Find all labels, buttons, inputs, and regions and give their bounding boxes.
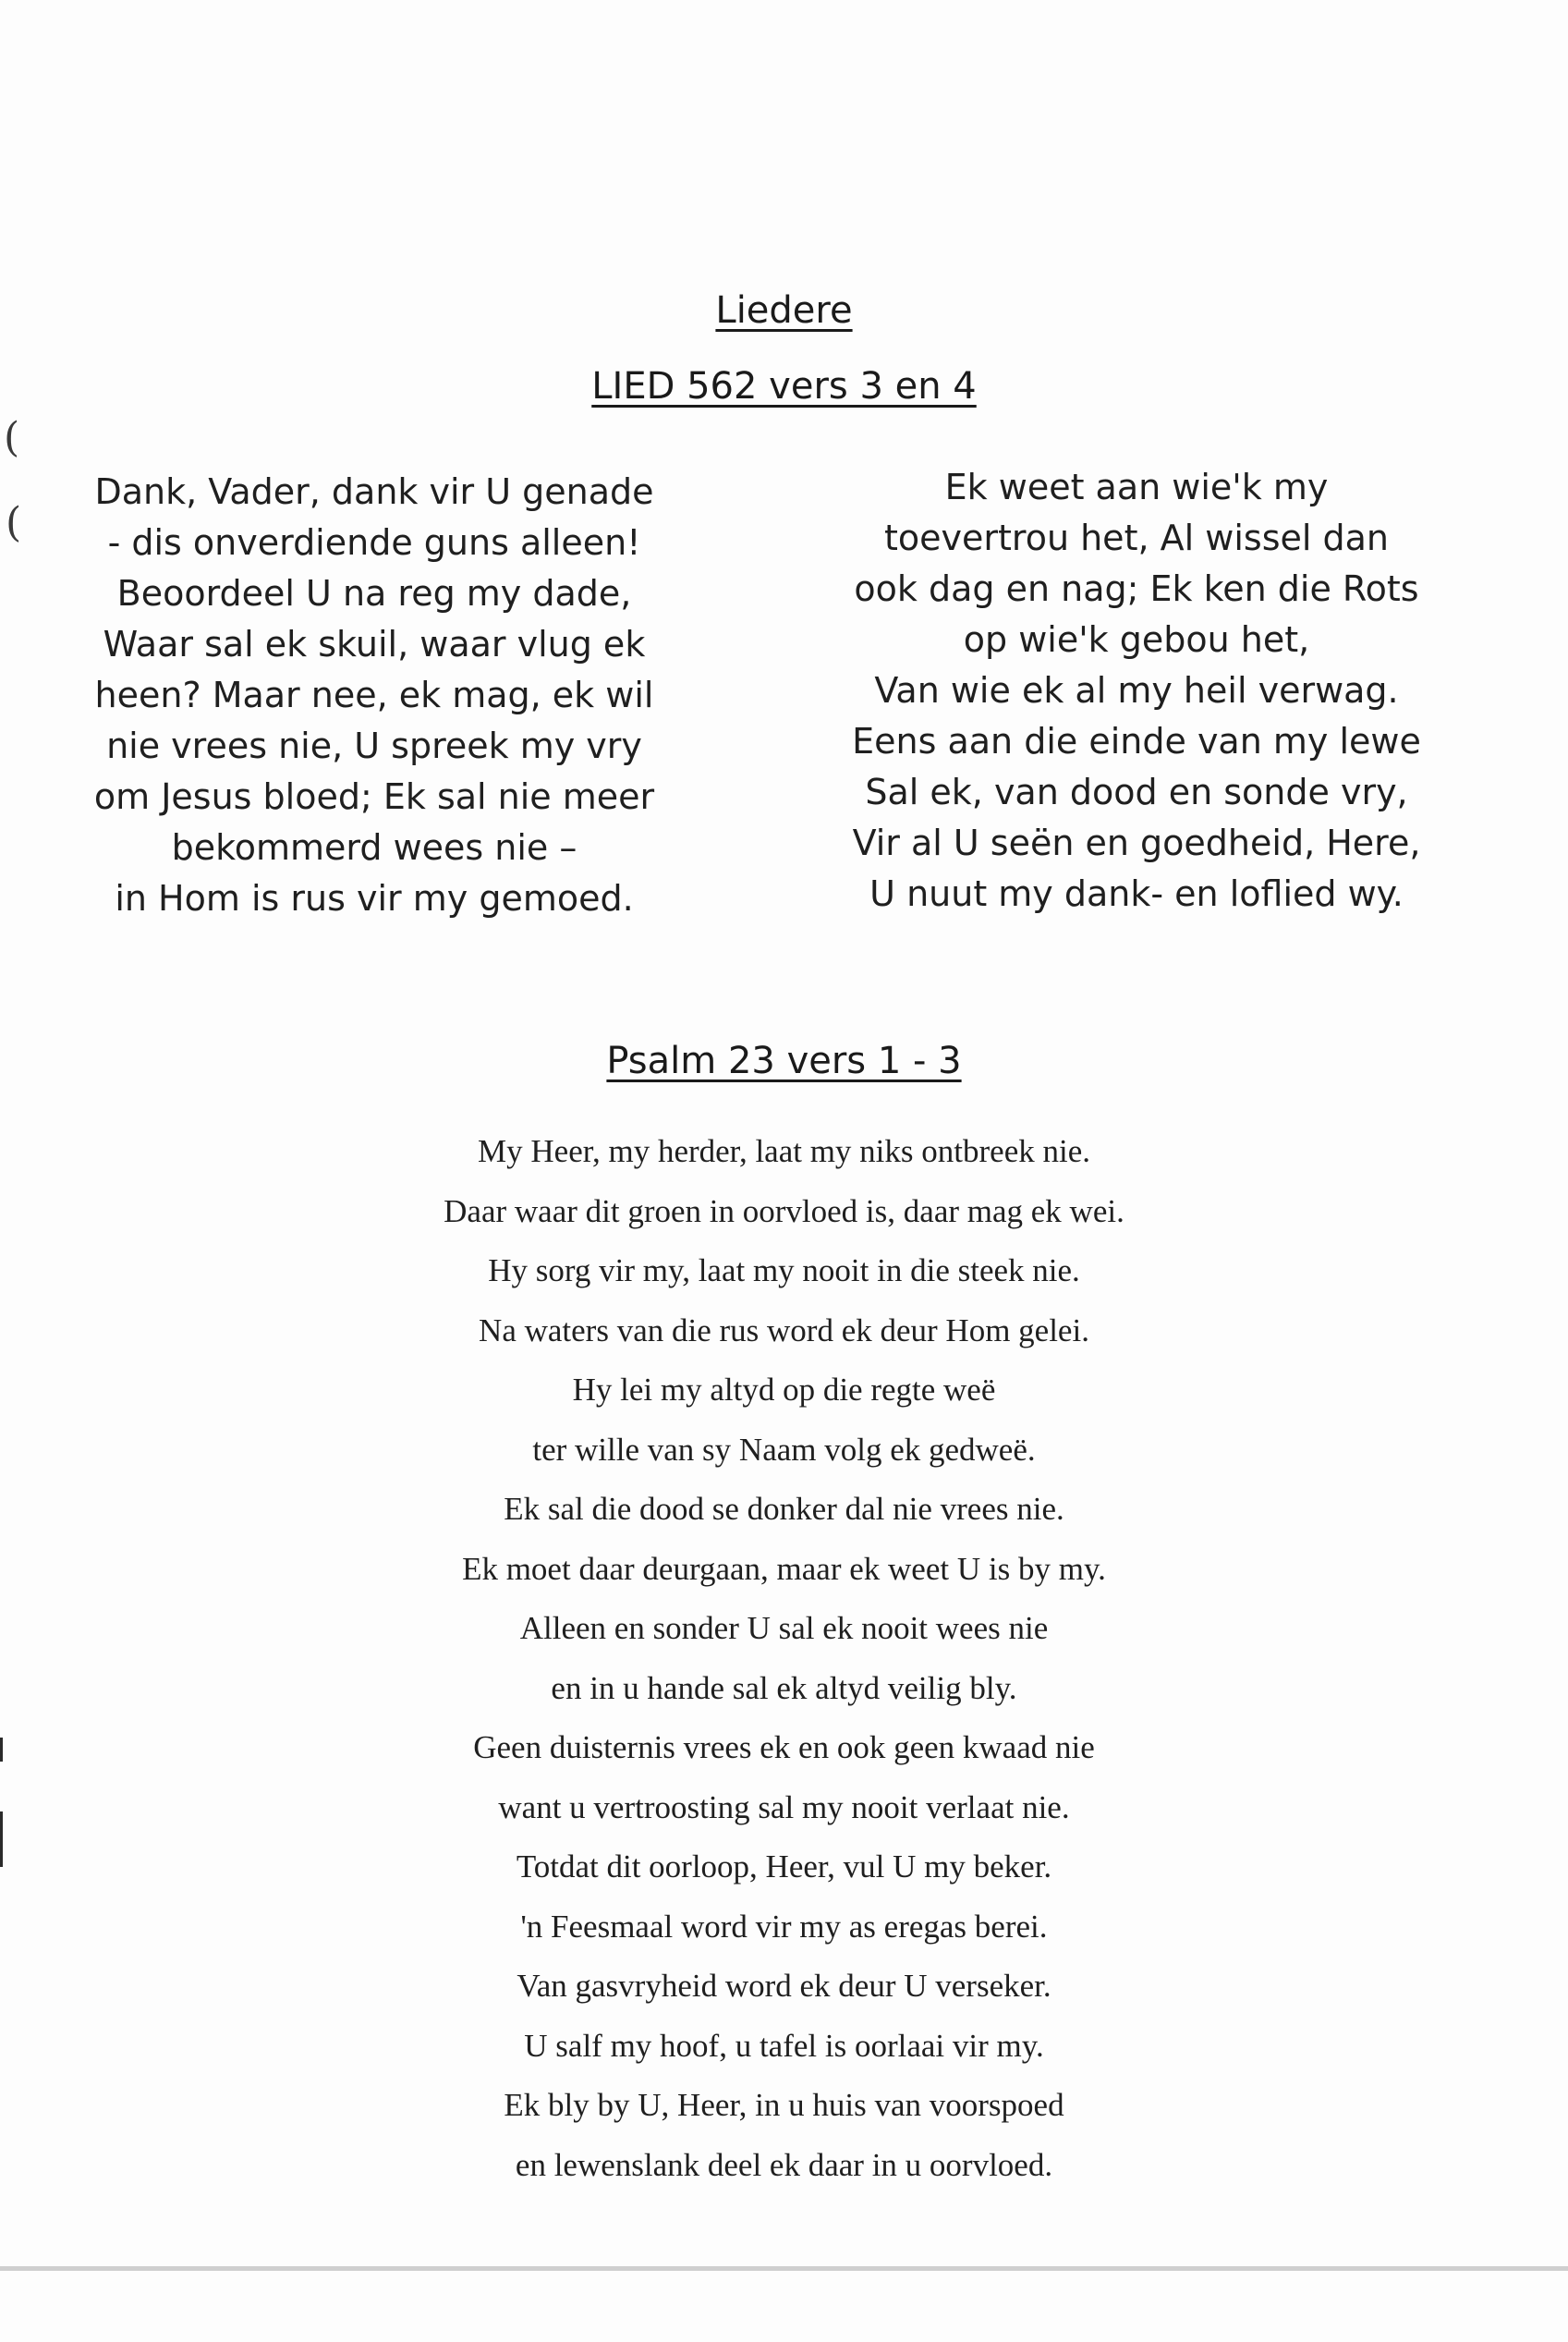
psalm-title <box>0 1039 1568 1083</box>
verse-line: om Jesus bloed; Ek sal nie meer <box>93 776 655 817</box>
margin-scan-mark: ( <box>4 414 20 461</box>
psalm-text <box>0 1122 1568 2195</box>
psalm-line: Alleen en sonder U sal ek nooit wees nie <box>519 1610 1049 1646</box>
verse-line: in Hom is rus vir my gemoed. <box>115 878 634 919</box>
psalm-line: want u vertroosting sal my nooit verlaat nie. <box>498 1788 1070 1825</box>
page-bottom-rule <box>0 2266 1568 2271</box>
psalm-line: en lewenslank deel ek daar in u oorvloed. <box>515 2146 1053 2183</box>
verse-line: ook dag en nag; Ek ken die Rots <box>854 568 1419 609</box>
verse-line: U nuut my dank- en loflied wy. <box>869 873 1404 914</box>
psalm-line: Ek bly by U, Heer, in u huis van voorspoed <box>504 2087 1064 2123</box>
psalm-line: Hy lei my altyd op die regte weë <box>572 1372 996 1408</box>
page-title <box>0 288 1568 333</box>
hymn-title <box>0 364 1568 409</box>
hymn-verse-3 <box>51 467 698 924</box>
verse-line: Eens aan die einde van my lewe <box>852 721 1421 762</box>
verse-line: Sal ek, van dood en sonde vry, <box>865 772 1408 812</box>
psalm-line: en in u hande sal ek altyd veilig bly. <box>551 1669 1017 1706</box>
margin-scan-mark: ( <box>6 499 22 546</box>
verse-line: op wie'k gebou het, <box>963 619 1310 660</box>
psalm-line: ter wille van sy Naam volg ek gedweë. <box>532 1431 1036 1468</box>
psalm-line: My Heer, my herder, laat my niks ontbreek nie. <box>478 1133 1090 1169</box>
psalm-line: Daar waar dit groen in oorvloed is, daar mag ek wei. <box>444 1192 1124 1229</box>
verse-line: bekommerd wees nie – <box>171 827 577 868</box>
psalm-line: Hy sorg vir my, laat my nooit in die steek nie. <box>488 1252 1080 1288</box>
page-title-text: Liedere <box>715 289 853 332</box>
verse-line: - dis onverdiende guns alleen! <box>107 522 641 563</box>
psalm-line: Na waters van die rus word ek deur Hom gelei. <box>479 1311 1089 1348</box>
verse-line: Waar sal ek skuil, waar vlug ek <box>103 624 646 665</box>
psalm-line: Van gasvryheid word ek deur U verseker. <box>517 1968 1051 2004</box>
verse-line: Van wie ek al my heil verwag. <box>874 670 1399 711</box>
verse-line: Ek weet aan wie'k my <box>944 467 1329 507</box>
psalm-title-text: Psalm 23 vers 1 - 3 <box>606 1040 962 1082</box>
psalm-line: U salf my hoof, u tafel is oorlaai vir my. <box>524 2027 1044 2064</box>
verse-line: Beoordeel U na reg my dade, <box>116 573 632 614</box>
psalm-line: Ek moet daar deurgaan, maar ek weet U is by my. <box>462 1550 1106 1587</box>
psalm-line: Totdat dit oorloop, Heer, vul U my beker. <box>516 1848 1052 1885</box>
psalm-line: Geen duisternis vrees ek en ook geen kwaad nie <box>473 1729 1095 1765</box>
verse-line: Vir al U seën en goedheid, Here, <box>852 823 1421 863</box>
hymn-verse-4 <box>813 462 1460 920</box>
hymn-title-text: LIED 562 vers 3 en 4 <box>591 365 977 408</box>
verse-line: toevertrou het, Al wissel dan <box>883 518 1389 558</box>
verse-line: heen? Maar nee, ek mag, ek wil <box>94 675 654 715</box>
psalm-line: 'n Feesmaal word vir my as eregas berei. <box>520 1908 1048 1945</box>
psalm-line: Ek sal die dood se donker dal nie vrees nie. <box>504 1491 1064 1527</box>
verse-line: Dank, Vader, dank vir U genade <box>94 471 654 512</box>
verse-line: nie vrees nie, U spreek my vry <box>106 726 642 766</box>
